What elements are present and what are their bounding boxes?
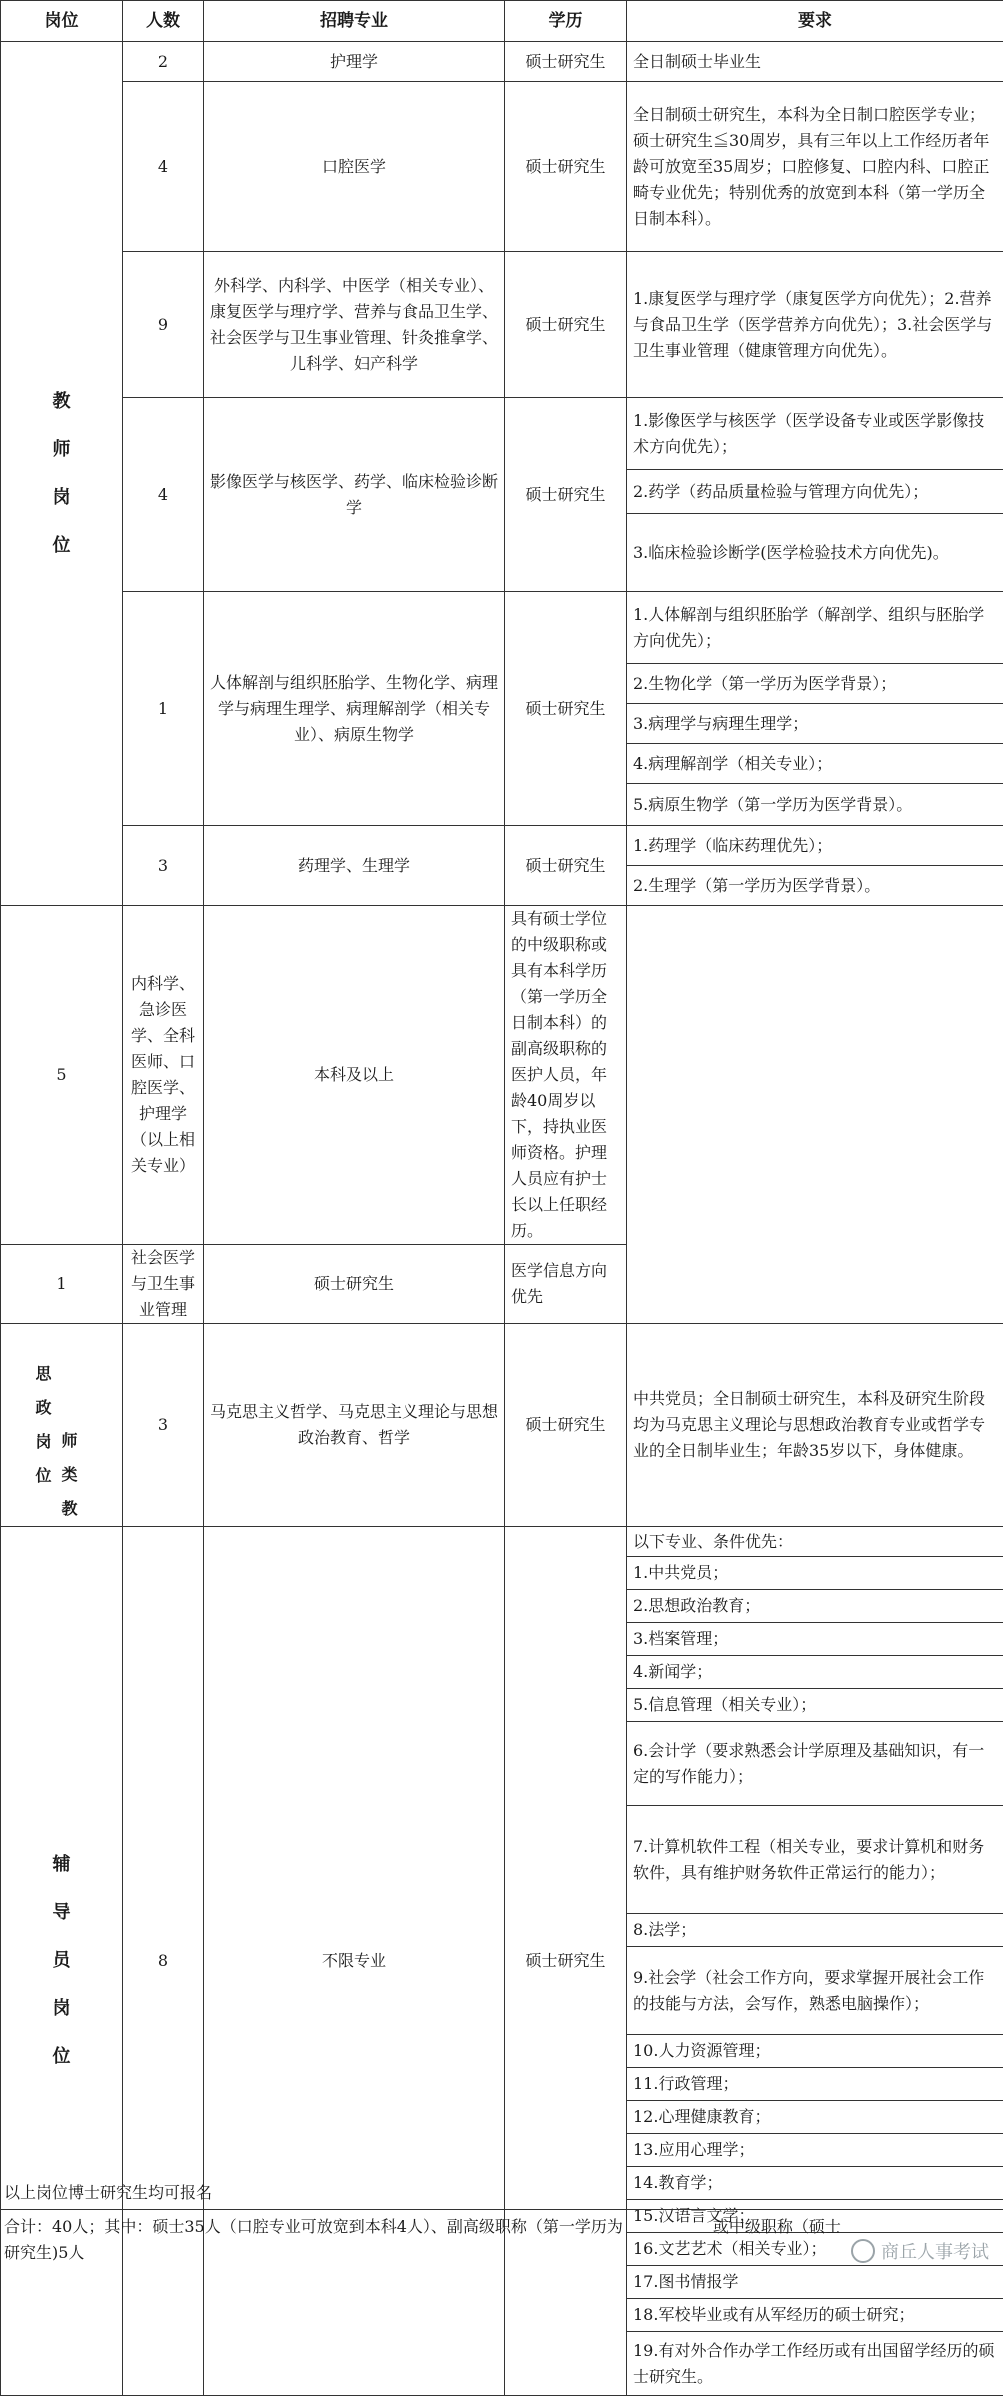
cell-requirement: 18.军校毕业或有从军经历的硕士研究；	[627, 2299, 1003, 2332]
table-row	[1, 1245, 1003, 1324]
table-row	[1, 1527, 1003, 1557]
group-ideology-label-2: 师类教	[62, 1424, 88, 1526]
cell-major: 护理学	[204, 42, 505, 82]
watermark	[851, 2238, 989, 2264]
cell-requirement: 2.生物化学（第一学历为医学背景）；	[627, 664, 1003, 704]
table-row	[1, 252, 1003, 398]
cell-major: 人体解剖与组织胚胎学、生物化学、病理学与病理生理学、病理解剖学（相关专业）、病原生物学	[204, 592, 505, 826]
cell-count: 3	[123, 1324, 204, 1527]
header-requirements: 要求	[627, 1, 1003, 42]
cell-requirement: 19.有对外合作办学工作经历或有出国留学经历的硕士研究生。	[627, 2332, 1003, 2396]
cell-count: 3	[123, 826, 204, 906]
table-row	[1, 398, 1003, 470]
cell-requirement: 1.药理学（临床药理优先）；	[627, 826, 1003, 866]
cell-requirement: 4.病理解剖学（相关专业）；	[627, 744, 1003, 784]
cell-major: 口腔医学	[204, 82, 505, 252]
cell-requirement: 11.行政管理；	[627, 2068, 1003, 2101]
cell-requirement: 7.计算机软件工程（相关专业，要求计算机和财务软件，具有维护财务软件正常运行的能力）；	[627, 1806, 1003, 1914]
cell-requirement: 1.康复医学与理疗学（康复医学方向优先）；2.营养与食品卫生学（医学营养方向优先）；3.社会医学与卫生事业管理（健康管理方向优先）。	[627, 252, 1003, 398]
footer-total-tail: 或中级职称（硕士	[713, 2217, 841, 2236]
cell-count: 1	[123, 592, 204, 826]
footer-note: 以上岗位博士研究生均可报名	[0, 2176, 1003, 2210]
cell-education: 硕士研究生	[505, 398, 627, 592]
cell-requirement: 16.文艺艺术（相关专业）；	[627, 2233, 1003, 2266]
cell-education: 硕士研究生	[505, 42, 627, 82]
cell-education: 硕士研究生	[505, 826, 627, 906]
cell-requirement: 1.影像医学与核医学（医学设备专业或医学影像技术方向优先）；	[627, 398, 1003, 470]
cell-count: 4	[123, 82, 204, 252]
group-ideology-label: 思政岗位	[36, 1357, 62, 1493]
cell-education: 硕士研究生	[505, 1324, 627, 1527]
cell-requirement: 5.病原生物学（第一学历为医学背景）。	[627, 784, 1003, 826]
header-count: 人数	[123, 1, 204, 42]
cell-count: 8	[123, 1527, 204, 2396]
cell-major: 影像医学与核医学、药学、临床检验诊断学	[204, 398, 505, 592]
table-row	[1, 592, 1003, 664]
cell-requirement: 3.档案管理；	[627, 1623, 1003, 1656]
table-row	[1, 42, 1003, 82]
cell-requirement: 2.生理学（第一学历为医学背景）。	[627, 866, 1003, 906]
cell-requirement: 6.会计学（要求熟悉会计学原理及基础知识，有一定的写作能力）；	[627, 1722, 1003, 1806]
cell-requirement: 3.病理学与病理生理学；	[627, 704, 1003, 744]
cell-education: 本科及以上	[204, 906, 505, 1245]
cell-requirement: 5.信息管理（相关专业）；	[627, 1689, 1003, 1722]
cell-education: 硕士研究生	[204, 1245, 505, 1324]
cell-requirement: 8.法学；	[627, 1914, 1003, 1947]
table-row	[1, 906, 1003, 1245]
cell-major: 社会医学与卫生事业管理	[123, 1245, 204, 1324]
group-teacher: 教师岗位	[1, 42, 123, 906]
cell-requirement: 17.图书情报学	[627, 2266, 1003, 2299]
cell-requirement: 14.教育学；	[627, 2167, 1003, 2200]
table-row	[1, 1324, 1003, 1527]
group-ideology	[1, 1324, 123, 1527]
cell-education: 硕士研究生	[505, 592, 627, 826]
cell-requirement: 4.新闻学；	[627, 1656, 1003, 1689]
cell-major: 药理学、生理学	[204, 826, 505, 906]
cell-education: 硕士研究生	[505, 82, 627, 252]
cell-count: 9	[123, 252, 204, 398]
cell-requirement: 全日制硕士研究生，本科为全日制口腔医学专业；硕士研究生≦30周岁，具有三年以上工作经历者年龄可放宽至35周岁；口腔修复、口腔内科、口腔正畸专业优先；特别优秀的放宽到本科（第一学历全日制本科）。	[627, 82, 1003, 252]
header-education: 学历	[505, 1, 627, 42]
cell-education: 硕士研究生	[505, 252, 627, 398]
cell-requirement: 3.临床检验诊断学(医学检验技术方向优先)。	[627, 514, 1003, 592]
cell-requirement: 中共党员；全日制硕士研究生，本科及研究生阶段均为马克思主义理论与思想政治教育专业或哲学专业的全日制毕业生；年龄35岁以下，身体健康。	[627, 1324, 1003, 1527]
cell-requirement: 1.人体解剖与组织胚胎学（解剖学、组织与胚胎学方向优先）；	[627, 592, 1003, 664]
cell-requirement: 以下专业、条件优先：	[627, 1527, 1003, 1557]
cell-major: 马克思主义哲学、马克思主义理论与思想政治教育、哲学	[204, 1324, 505, 1527]
wechat-logo-icon	[851, 2239, 875, 2263]
table-row	[1, 826, 1003, 866]
cell-major: 外科学、内科学、中医学（相关专业）、康复医学与理疗学、营养与食品卫生学、社会医学与卫生事业管理、针灸推拿学、儿科学、妇产科学	[204, 252, 505, 398]
cell-requirement: 2.药学（药品质量检验与管理方向优先）；	[627, 470, 1003, 514]
header-row	[1, 1, 1003, 42]
header-position: 岗位	[1, 1, 123, 42]
cell-requirement: 15.汉语言文学；	[627, 2200, 1003, 2233]
cell-requirement: 13.应用心理学；	[627, 2134, 1003, 2167]
footer-total-text: 合计：40人；其中：硕士35人（口腔专业可放宽到本科4人）、副高级职称（第一学历为	[4, 2217, 623, 2236]
cell-count: 5	[1, 906, 123, 1245]
cell-requirement: 12.心理健康教育；	[627, 2101, 1003, 2134]
cell-education: 硕士研究生	[505, 1527, 627, 2396]
cell-requirement: 具有硕士学位的中级职称或具有本科学历（第一学历全日制本科）的副高级职称的医护人员，年龄40周岁以下，持执业医师资格。护理人员应有护士长以上任职经历。	[505, 906, 627, 1245]
cell-count: 4	[123, 398, 204, 592]
footer-total-line2: 研究生)5人	[4, 2243, 84, 2262]
cell-count: 2	[123, 42, 204, 82]
group-counselor: 辅导员岗位	[1, 1527, 123, 2396]
cell-requirement: 1.中共党员；	[627, 1557, 1003, 1590]
watermark-text: 商丘人事考试	[881, 2238, 989, 2264]
cell-requirement: 全日制硕士毕业生	[627, 42, 1003, 82]
header-major: 招聘专业	[204, 1, 505, 42]
cell-major: 内科学、急诊医学、全科医师、口腔医学、护理学（以上相关专业）	[123, 906, 204, 1245]
table-row	[1, 82, 1003, 252]
cell-requirement: 10.人力资源管理；	[627, 2035, 1003, 2068]
cell-requirement: 2.思想政治教育；	[627, 1590, 1003, 1623]
cell-count: 1	[1, 1245, 123, 1324]
cell-requirement: 医学信息方向优先	[505, 1245, 627, 1324]
cell-major: 不限专业	[204, 1527, 505, 2396]
cell-requirement: 9.社会学（社会工作方向，要求掌握开展社会工作的技能与方法，会写作，熟悉电脑操作）；	[627, 1947, 1003, 2035]
